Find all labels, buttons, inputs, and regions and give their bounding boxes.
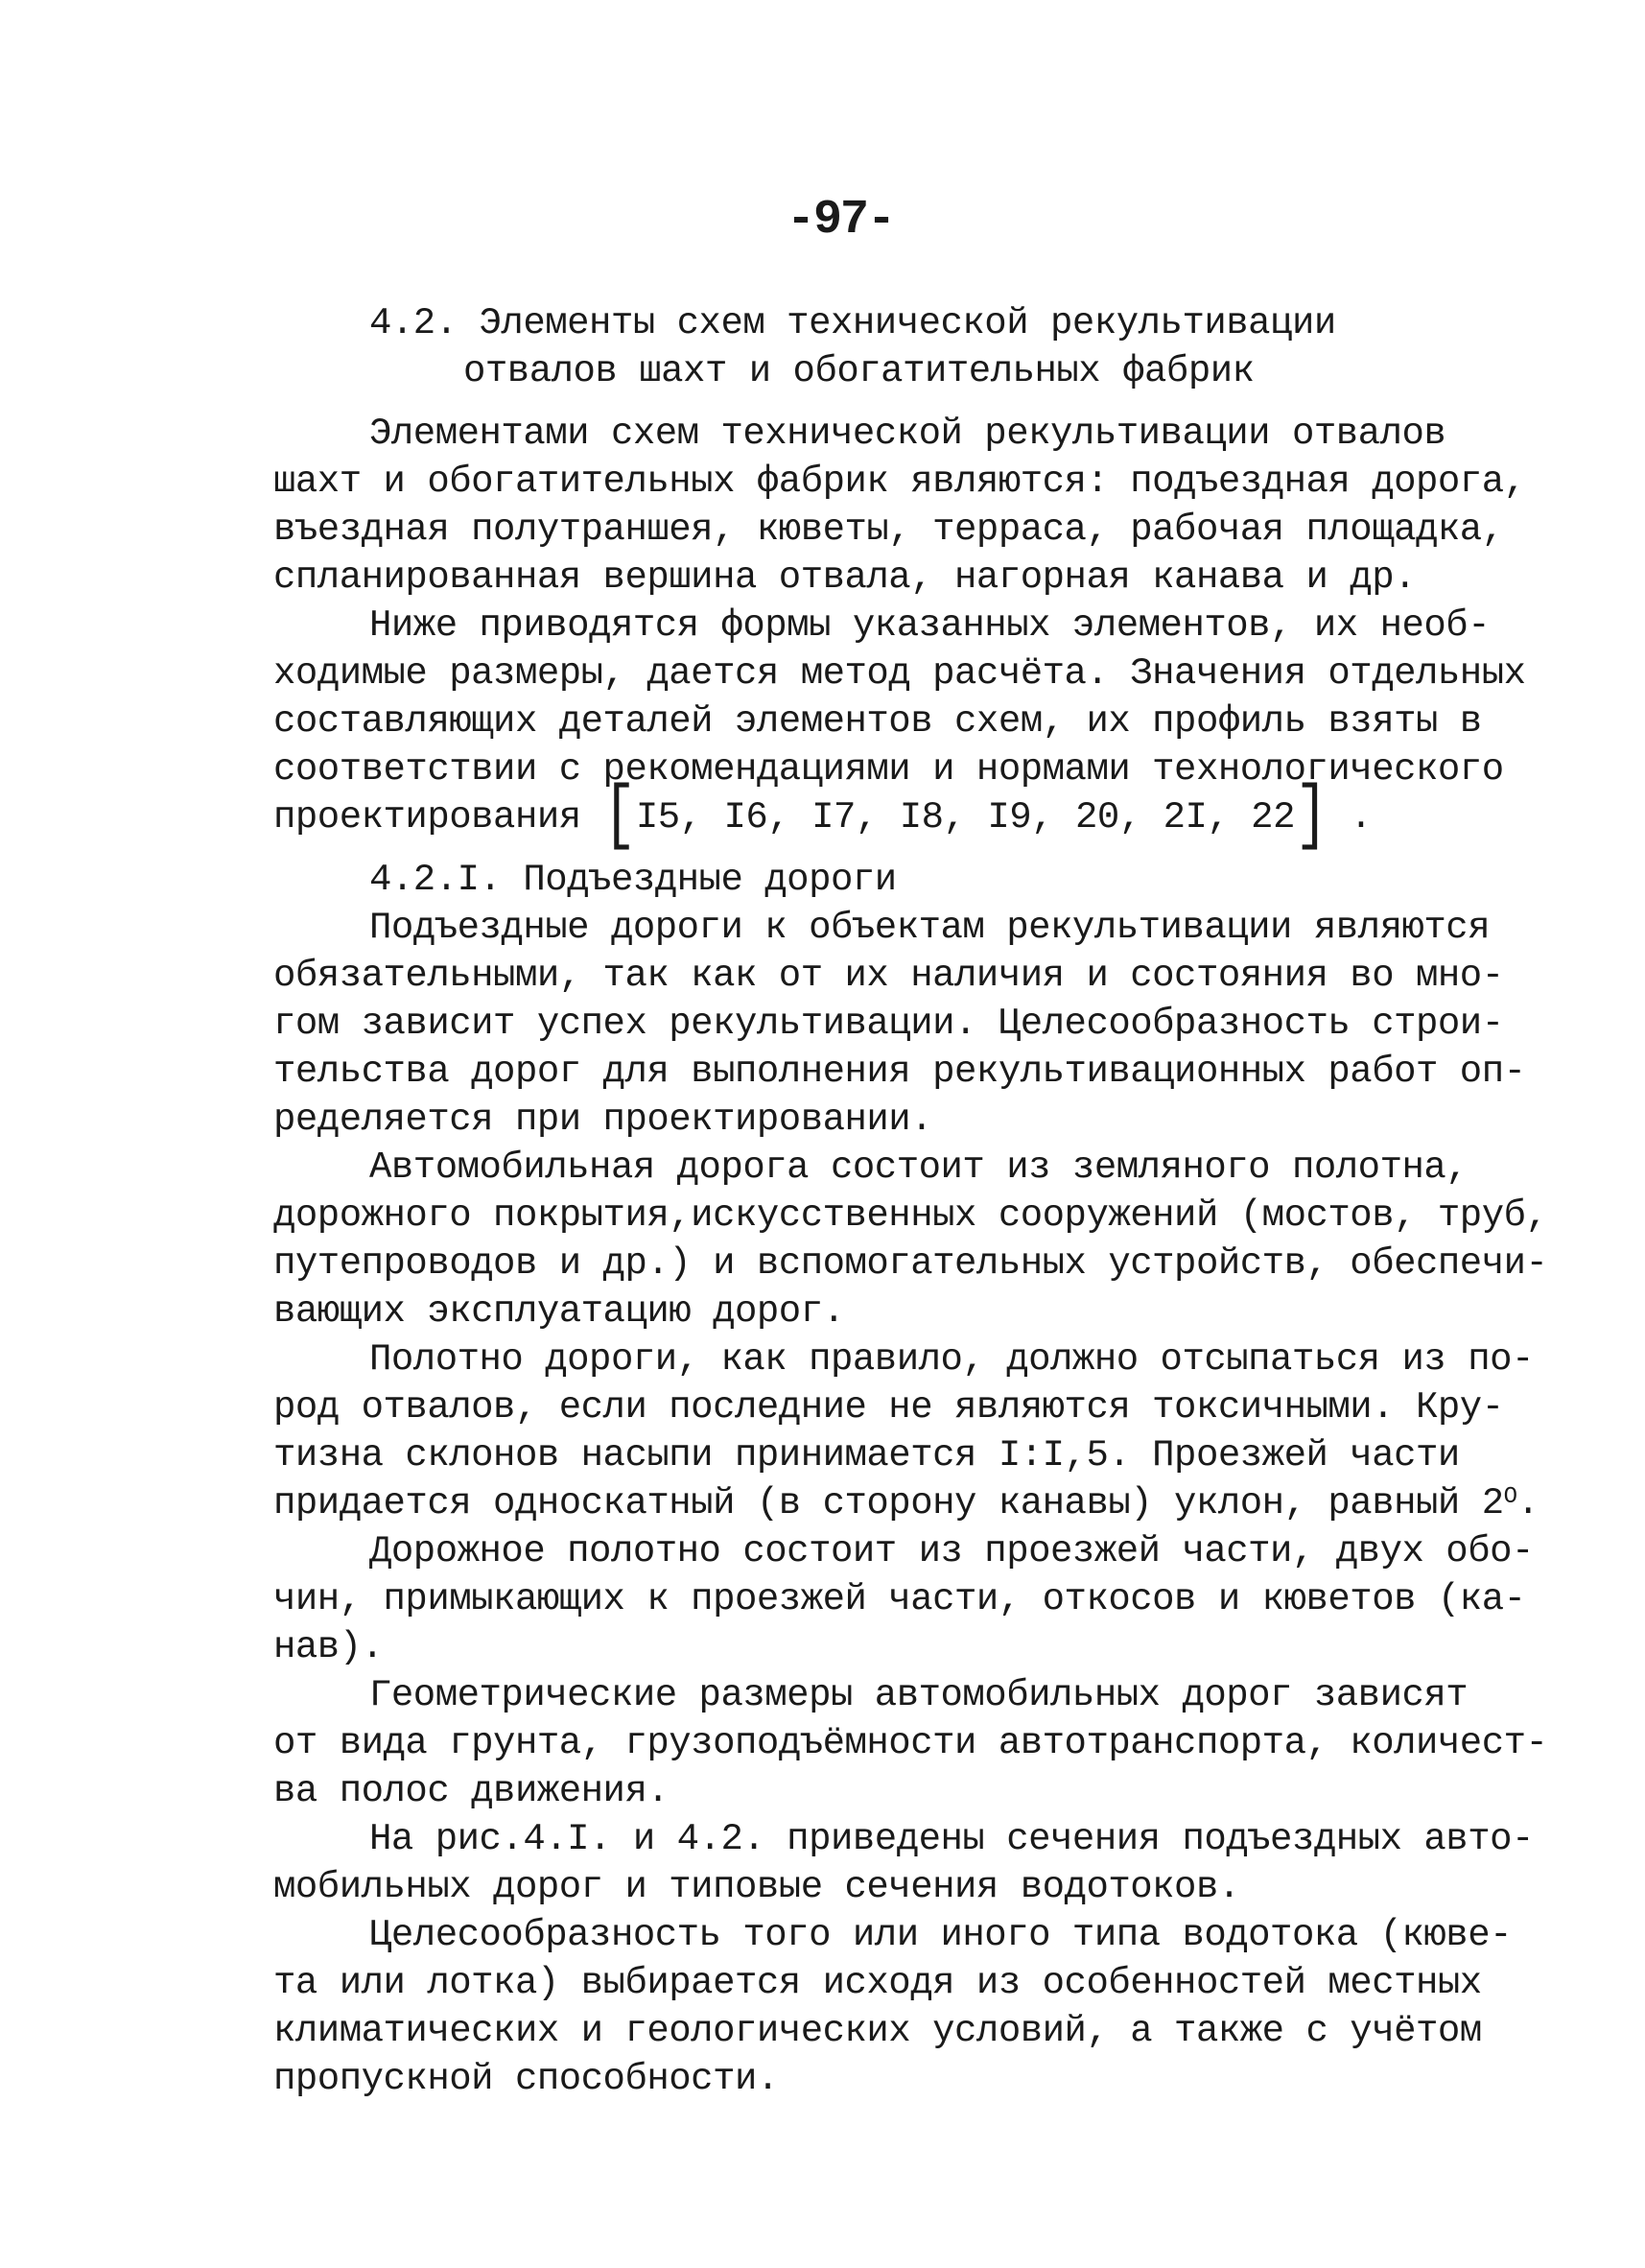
paragraph-line: Элементами схем технической рекультивации отвалов	[369, 413, 1446, 455]
paragraph-line: На рис.4.I. и 4.2. приведены сечения подъездных авто-	[369, 1818, 1534, 1860]
paragraph-line-slope	[273, 1479, 1539, 1527]
paragraph-text: .	[1328, 796, 1373, 839]
paragraph-line: тельства дорог для выполнения рекультивационных работ оп-	[273, 1051, 1526, 1093]
paragraph-line: та или лотка) выбирается исходя из особенностей местных	[273, 1962, 1482, 2004]
paragraph-line: род отвалов, если последние не являются токсичными. Кру-	[273, 1386, 1504, 1429]
paragraph-line: мобильных дорог и типовые сечения водотоков.	[273, 1866, 1240, 1908]
paragraph-line: Целесообразность того или иного типа водотока (кюве-	[369, 1914, 1512, 1956]
paragraph-line: тизна склонов насыпи принимается I:I,5. Проезжей части	[273, 1434, 1460, 1477]
paragraph-line: климатических и геологических условий, а также с учётом	[273, 2010, 1482, 2052]
page-number: -97-	[787, 193, 895, 248]
paragraph-line: соответствии с рекомендациями и нормами технологического	[273, 748, 1504, 791]
paragraph-line: ва полос движения.	[273, 1770, 670, 1812]
paragraph-line: Ниже приводятся формы указанных элементов, их необ-	[369, 604, 1491, 647]
paragraph-line: вающих эксплуатацию дорог.	[273, 1290, 845, 1333]
reference-list: I5, I6, I7, I8, I9, 20, 2I, 22	[635, 796, 1295, 839]
paragraph-line: обязательными, так как от их наличия и состояния во мно-	[273, 955, 1504, 997]
degree-superscript: О	[1503, 1484, 1517, 1510]
paragraph-text: придается односкатный (в сторону канавы) уклон, равный 2	[273, 1482, 1504, 1524]
paragraph-line: ределяется при проектировании.	[273, 1099, 933, 1141]
paragraph-line: составляющих деталей элементов схем, их профиль взяты в	[273, 700, 1482, 743]
paragraph-line: пропускной способности.	[273, 2058, 779, 2100]
paragraph-line: Полотно дороги, как правило, должно отсыпаться из по-	[369, 1338, 1534, 1381]
paragraph-line: Автомобильная дорога состоит из земляного полотна,	[369, 1146, 1469, 1189]
paragraph-line: нав).	[273, 1626, 384, 1668]
paragraph-line: шахт и обогатительных фабрик являются: подъездная дорога,	[273, 461, 1526, 503]
subsection-title: 4.2.I. Подъездные дороги	[369, 859, 897, 901]
section-title-line-1: 4.2. Элементы схем технической рекультивации	[369, 302, 1336, 344]
paragraph-line: гом зависит успех рекультивации. Целесообразность строи-	[273, 1003, 1504, 1045]
close-bracket: ]	[1295, 776, 1328, 858]
paragraph-line: чин, примыкающих к проезжей части, откосов и кюветов (ка-	[273, 1578, 1526, 1620]
paragraph-line: путепроводов и др.) и вспомогательных устройств, обеспечи-	[273, 1242, 1548, 1285]
paragraph-line: Геометрические размеры автомобильных дорог зависят	[369, 1674, 1469, 1716]
paragraph-text: .	[1516, 1482, 1539, 1524]
paragraph-line: въездная полутраншея, кюветы, терраса, рабочая площадка,	[273, 508, 1504, 551]
section-title-line-2: отвалов шахт и обогатительных фабрик	[463, 350, 1255, 392]
paragraph-line: Подъездные дороги к объектам рекультивации являются	[369, 907, 1491, 949]
paragraph-line: от вида грунта, грузоподъёмности автотранспорта, количест-	[273, 1722, 1548, 1764]
paragraph-line: ходимые размеры, дается метод расчёта. Значения отдельных	[273, 652, 1526, 695]
open-bracket: [	[602, 776, 636, 858]
references-line	[273, 776, 1373, 858]
paragraph-text: проектирования	[273, 796, 603, 839]
paragraph-line: дорожного покрытия,искусственных сооружений (мостов, труб,	[273, 1194, 1548, 1237]
paragraph-line: спланированная вершина отвала, нагорная канава и др.	[273, 556, 1416, 599]
paragraph-line: Дорожное полотно состоит из проезжей части, двух обо-	[369, 1530, 1534, 1572]
